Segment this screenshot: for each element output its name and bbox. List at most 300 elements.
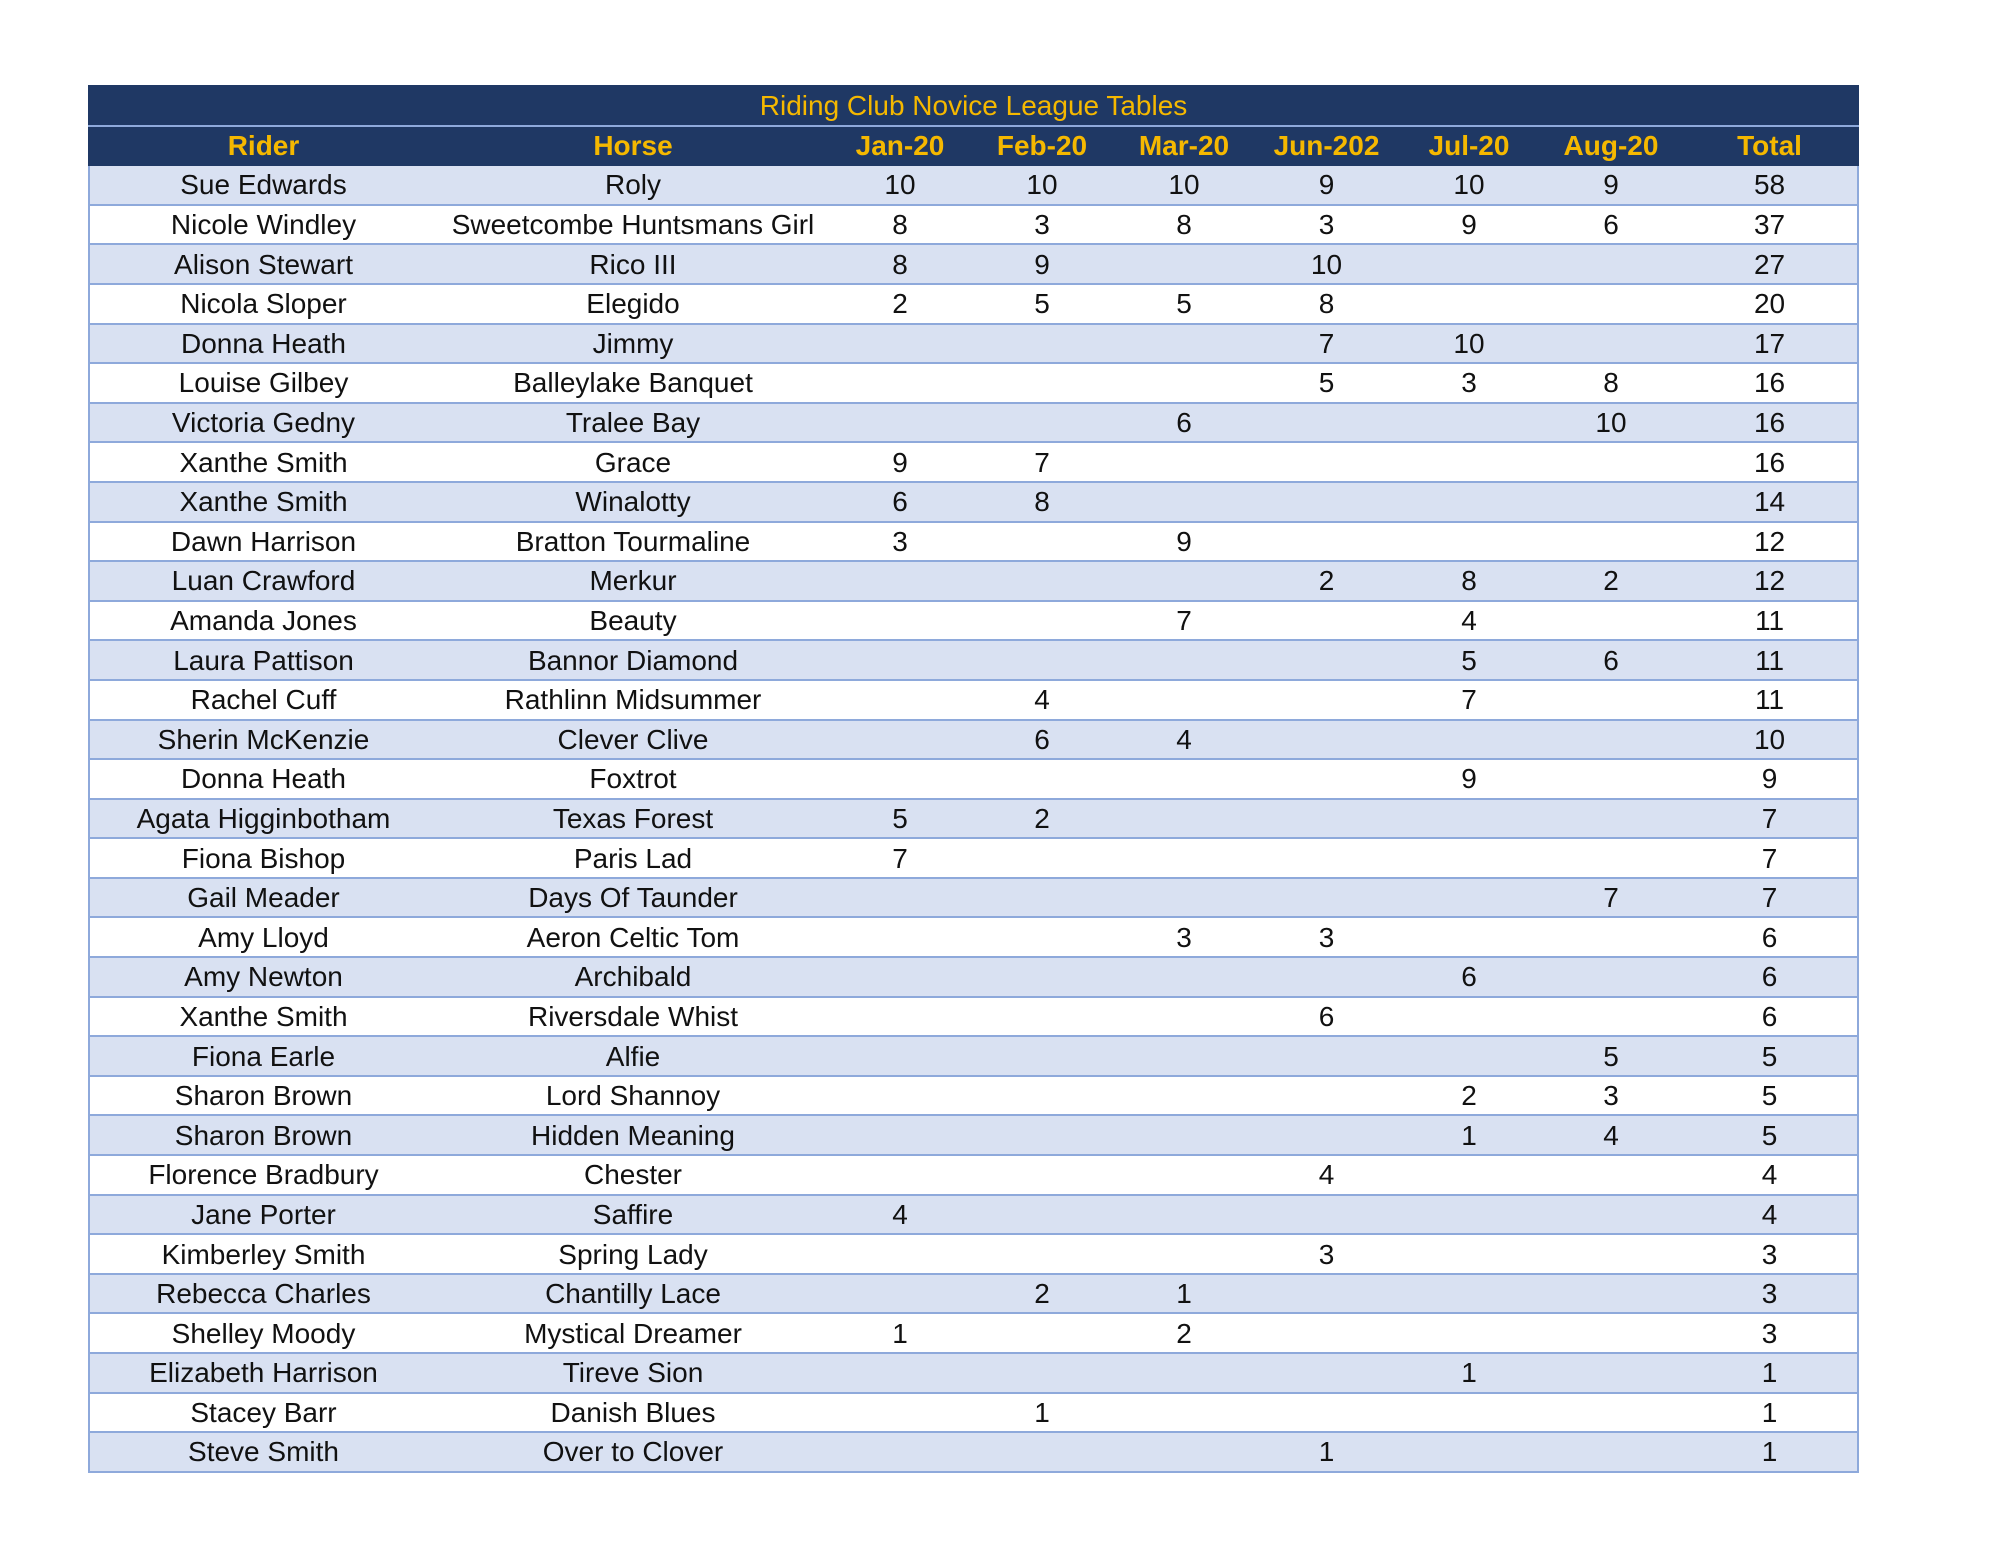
cell-mar-20: 8 bbox=[1113, 205, 1255, 245]
cell-rider: Donna Heath bbox=[89, 759, 437, 799]
cell-jul-20: 3 bbox=[1398, 363, 1540, 403]
cell-mar-20 bbox=[1113, 1234, 1255, 1274]
table-row bbox=[89, 1155, 1858, 1195]
table-row bbox=[89, 759, 1858, 799]
cell-feb-20 bbox=[971, 1353, 1113, 1393]
cell-jul-20: 4 bbox=[1398, 601, 1540, 641]
cell-rider: Rebecca Charles bbox=[89, 1274, 437, 1314]
cell-mar-20 bbox=[1113, 799, 1255, 839]
cell-horse: Mystical Dreamer bbox=[437, 1313, 829, 1353]
column-header-jun-202: Jun-202 bbox=[1255, 126, 1398, 166]
cell-total: 1 bbox=[1682, 1393, 1858, 1433]
cell-horse: Chester bbox=[437, 1155, 829, 1195]
cell-jun-202 bbox=[1255, 799, 1398, 839]
cell-jul-20 bbox=[1398, 1313, 1540, 1353]
table-row bbox=[89, 442, 1858, 482]
cell-aug-20 bbox=[1540, 482, 1682, 522]
cell-jun-202 bbox=[1255, 1393, 1398, 1433]
cell-rider: Amy Newton bbox=[89, 957, 437, 997]
cell-feb-20: 8 bbox=[971, 482, 1113, 522]
cell-total: 7 bbox=[1682, 838, 1858, 878]
cell-horse: Jimmy bbox=[437, 324, 829, 364]
table-row bbox=[89, 561, 1858, 601]
cell-total: 3 bbox=[1682, 1234, 1858, 1274]
cell-rider: Steve Smith bbox=[89, 1432, 437, 1472]
cell-mar-20 bbox=[1113, 1195, 1255, 1235]
cell-feb-20 bbox=[971, 838, 1113, 878]
cell-jun-202: 3 bbox=[1255, 205, 1398, 245]
cell-jun-202: 4 bbox=[1255, 1155, 1398, 1195]
cell-mar-20 bbox=[1113, 680, 1255, 720]
cell-mar-20 bbox=[1113, 363, 1255, 403]
cell-jan-20: 9 bbox=[829, 442, 971, 482]
cell-horse: Aeron Celtic Tom bbox=[437, 917, 829, 957]
table-row bbox=[89, 284, 1858, 324]
cell-jan-20 bbox=[829, 1393, 971, 1433]
cell-jan-20 bbox=[829, 1076, 971, 1116]
cell-feb-20 bbox=[971, 1036, 1113, 1076]
cell-jul-20 bbox=[1398, 799, 1540, 839]
cell-jul-20 bbox=[1398, 720, 1540, 760]
cell-jul-20: 2 bbox=[1398, 1076, 1540, 1116]
cell-rider: Elizabeth Harrison bbox=[89, 1353, 437, 1393]
cell-jun-202 bbox=[1255, 1274, 1398, 1314]
cell-jul-20: 9 bbox=[1398, 759, 1540, 799]
cell-rider: Xanthe Smith bbox=[89, 442, 437, 482]
table-row bbox=[89, 205, 1858, 245]
cell-jun-202 bbox=[1255, 601, 1398, 641]
cell-horse: Hidden Meaning bbox=[437, 1115, 829, 1155]
cell-aug-20 bbox=[1540, 917, 1682, 957]
cell-total: 17 bbox=[1682, 324, 1858, 364]
cell-aug-20 bbox=[1540, 759, 1682, 799]
cell-jan-20: 8 bbox=[829, 244, 971, 284]
cell-jul-20 bbox=[1398, 917, 1540, 957]
cell-aug-20: 10 bbox=[1540, 403, 1682, 443]
cell-jan-20: 5 bbox=[829, 799, 971, 839]
cell-jan-20 bbox=[829, 1353, 971, 1393]
cell-rider: Luan Crawford bbox=[89, 561, 437, 601]
cell-aug-20: 3 bbox=[1540, 1076, 1682, 1116]
cell-rider: Louise Gilbey bbox=[89, 363, 437, 403]
table-row bbox=[89, 878, 1858, 918]
table-row bbox=[89, 640, 1858, 680]
cell-rider: Nicole Windley bbox=[89, 205, 437, 245]
cell-feb-20 bbox=[971, 403, 1113, 443]
cell-aug-20: 9 bbox=[1540, 165, 1682, 205]
cell-mar-20 bbox=[1113, 957, 1255, 997]
cell-mar-20 bbox=[1113, 1076, 1255, 1116]
cell-horse: Archibald bbox=[437, 957, 829, 997]
cell-feb-20 bbox=[971, 324, 1113, 364]
cell-jan-20 bbox=[829, 1115, 971, 1155]
cell-rider: Gail Meader bbox=[89, 878, 437, 918]
cell-rider: Kimberley Smith bbox=[89, 1234, 437, 1274]
cell-rider: Sherin McKenzie bbox=[89, 720, 437, 760]
cell-jun-202 bbox=[1255, 680, 1398, 720]
cell-total: 1 bbox=[1682, 1432, 1858, 1472]
cell-aug-20 bbox=[1540, 1393, 1682, 1433]
cell-rider: Amy Lloyd bbox=[89, 917, 437, 957]
cell-feb-20 bbox=[971, 759, 1113, 799]
cell-feb-20 bbox=[971, 1076, 1113, 1116]
table-row bbox=[89, 324, 1858, 364]
table-row bbox=[89, 1234, 1858, 1274]
cell-rider: Alison Stewart bbox=[89, 244, 437, 284]
cell-aug-20 bbox=[1540, 1234, 1682, 1274]
cell-feb-20 bbox=[971, 363, 1113, 403]
cell-jul-20: 1 bbox=[1398, 1353, 1540, 1393]
cell-aug-20 bbox=[1540, 1313, 1682, 1353]
cell-total: 6 bbox=[1682, 957, 1858, 997]
cell-aug-20 bbox=[1540, 522, 1682, 562]
table-row bbox=[89, 720, 1858, 760]
cell-jun-202: 2 bbox=[1255, 561, 1398, 601]
cell-jun-202: 3 bbox=[1255, 917, 1398, 957]
cell-jun-202 bbox=[1255, 640, 1398, 680]
cell-aug-20 bbox=[1540, 324, 1682, 364]
cell-jan-20 bbox=[829, 1274, 971, 1314]
cell-rider: Laura Pattison bbox=[89, 640, 437, 680]
cell-horse: Balleylake Banquet bbox=[437, 363, 829, 403]
cell-mar-20 bbox=[1113, 1432, 1255, 1472]
cell-jul-20 bbox=[1398, 1274, 1540, 1314]
table-row bbox=[89, 601, 1858, 641]
cell-jan-20: 7 bbox=[829, 838, 971, 878]
cell-jun-202 bbox=[1255, 442, 1398, 482]
table-row bbox=[89, 1036, 1858, 1076]
cell-total: 4 bbox=[1682, 1155, 1858, 1195]
cell-aug-20 bbox=[1540, 720, 1682, 760]
cell-mar-20: 6 bbox=[1113, 403, 1255, 443]
cell-mar-20 bbox=[1113, 442, 1255, 482]
cell-feb-20 bbox=[971, 640, 1113, 680]
cell-aug-20 bbox=[1540, 601, 1682, 641]
cell-horse: Tralee Bay bbox=[437, 403, 829, 443]
table-row bbox=[89, 957, 1858, 997]
cell-feb-20 bbox=[971, 522, 1113, 562]
cell-mar-20: 7 bbox=[1113, 601, 1255, 641]
cell-rider: Agata Higginbotham bbox=[89, 799, 437, 839]
cell-jan-20: 3 bbox=[829, 522, 971, 562]
cell-jan-20 bbox=[829, 1234, 971, 1274]
cell-rider: Nicola Sloper bbox=[89, 284, 437, 324]
cell-mar-20 bbox=[1113, 1353, 1255, 1393]
cell-feb-20 bbox=[971, 1432, 1113, 1472]
cell-total: 16 bbox=[1682, 403, 1858, 443]
table-row bbox=[89, 1195, 1858, 1235]
cell-jul-20 bbox=[1398, 838, 1540, 878]
cell-jun-202 bbox=[1255, 522, 1398, 562]
cell-horse: Chantilly Lace bbox=[437, 1274, 829, 1314]
cell-feb-20 bbox=[971, 878, 1113, 918]
cell-rider: Donna Heath bbox=[89, 324, 437, 364]
cell-horse: Texas Forest bbox=[437, 799, 829, 839]
cell-jul-20 bbox=[1398, 997, 1540, 1037]
cell-rider: Sharon Brown bbox=[89, 1076, 437, 1116]
cell-jun-202: 7 bbox=[1255, 324, 1398, 364]
cell-mar-20 bbox=[1113, 324, 1255, 364]
cell-jan-20 bbox=[829, 640, 971, 680]
cell-aug-20 bbox=[1540, 1195, 1682, 1235]
cell-rider: Victoria Gedny bbox=[89, 403, 437, 443]
cell-jan-20 bbox=[829, 1036, 971, 1076]
cell-total: 12 bbox=[1682, 522, 1858, 562]
cell-total: 11 bbox=[1682, 601, 1858, 641]
cell-jan-20 bbox=[829, 601, 971, 641]
cell-feb-20 bbox=[971, 561, 1113, 601]
cell-jun-202 bbox=[1255, 482, 1398, 522]
cell-jul-20 bbox=[1398, 1432, 1540, 1472]
cell-rider: Sue Edwards bbox=[89, 165, 437, 205]
cell-total: 6 bbox=[1682, 917, 1858, 957]
cell-jan-20 bbox=[829, 759, 971, 799]
table-row bbox=[89, 917, 1858, 957]
cell-horse: Bratton Tourmaline bbox=[437, 522, 829, 562]
cell-rider: Shelley Moody bbox=[89, 1313, 437, 1353]
table-row bbox=[89, 244, 1858, 284]
table-row bbox=[89, 1076, 1858, 1116]
cell-jun-202: 5 bbox=[1255, 363, 1398, 403]
cell-feb-20: 10 bbox=[971, 165, 1113, 205]
cell-jun-202 bbox=[1255, 957, 1398, 997]
header-row bbox=[89, 126, 1858, 166]
cell-aug-20 bbox=[1540, 680, 1682, 720]
cell-jul-20 bbox=[1398, 1195, 1540, 1235]
cell-jul-20 bbox=[1398, 1234, 1540, 1274]
cell-total: 37 bbox=[1682, 205, 1858, 245]
cell-jan-20 bbox=[829, 403, 971, 443]
cell-aug-20: 5 bbox=[1540, 1036, 1682, 1076]
cell-rider: Fiona Earle bbox=[89, 1036, 437, 1076]
cell-mar-20 bbox=[1113, 244, 1255, 284]
cell-horse: Grace bbox=[437, 442, 829, 482]
cell-horse: Foxtrot bbox=[437, 759, 829, 799]
cell-mar-20: 2 bbox=[1113, 1313, 1255, 1353]
cell-jun-202: 9 bbox=[1255, 165, 1398, 205]
cell-mar-20 bbox=[1113, 838, 1255, 878]
cell-jan-20 bbox=[829, 1432, 971, 1472]
cell-jun-202: 10 bbox=[1255, 244, 1398, 284]
cell-mar-20 bbox=[1113, 561, 1255, 601]
cell-horse: Lord Shannoy bbox=[437, 1076, 829, 1116]
cell-feb-20: 2 bbox=[971, 1274, 1113, 1314]
cell-mar-20 bbox=[1113, 997, 1255, 1037]
cell-total: 6 bbox=[1682, 997, 1858, 1037]
cell-jan-20: 6 bbox=[829, 482, 971, 522]
cell-mar-20 bbox=[1113, 1393, 1255, 1433]
cell-total: 12 bbox=[1682, 561, 1858, 601]
cell-mar-20 bbox=[1113, 1036, 1255, 1076]
cell-jan-20 bbox=[829, 878, 971, 918]
cell-total: 27 bbox=[1682, 244, 1858, 284]
cell-feb-20: 9 bbox=[971, 244, 1113, 284]
cell-jul-20: 5 bbox=[1398, 640, 1540, 680]
cell-horse: Riversdale Whist bbox=[437, 997, 829, 1037]
table-body bbox=[89, 165, 1858, 1472]
table-title: Riding Club Novice League Tables bbox=[89, 86, 1858, 126]
cell-total: 5 bbox=[1682, 1076, 1858, 1116]
cell-total: 9 bbox=[1682, 759, 1858, 799]
cell-horse: Rathlinn Midsummer bbox=[437, 680, 829, 720]
cell-total: 16 bbox=[1682, 442, 1858, 482]
cell-jun-202 bbox=[1255, 1036, 1398, 1076]
cell-jul-20 bbox=[1398, 1393, 1540, 1433]
cell-aug-20: 7 bbox=[1540, 878, 1682, 918]
cell-aug-20 bbox=[1540, 799, 1682, 839]
cell-jul-20: 6 bbox=[1398, 957, 1540, 997]
column-header-horse: Horse bbox=[437, 126, 829, 166]
table-row bbox=[89, 363, 1858, 403]
table-row bbox=[89, 1432, 1858, 1472]
cell-aug-20: 8 bbox=[1540, 363, 1682, 403]
cell-jan-20 bbox=[829, 680, 971, 720]
cell-mar-20 bbox=[1113, 482, 1255, 522]
cell-jan-20 bbox=[829, 363, 971, 403]
cell-total: 16 bbox=[1682, 363, 1858, 403]
cell-horse: Beauty bbox=[437, 601, 829, 641]
cell-mar-20: 3 bbox=[1113, 917, 1255, 957]
cell-total: 14 bbox=[1682, 482, 1858, 522]
cell-jun-202 bbox=[1255, 1195, 1398, 1235]
cell-rider: Xanthe Smith bbox=[89, 482, 437, 522]
table-row bbox=[89, 838, 1858, 878]
cell-mar-20: 5 bbox=[1113, 284, 1255, 324]
cell-jan-20 bbox=[829, 720, 971, 760]
cell-mar-20 bbox=[1113, 759, 1255, 799]
cell-feb-20 bbox=[971, 1115, 1113, 1155]
cell-jul-20 bbox=[1398, 1155, 1540, 1195]
cell-jun-202 bbox=[1255, 403, 1398, 443]
cell-jul-20 bbox=[1398, 403, 1540, 443]
cell-rider: Florence Bradbury bbox=[89, 1155, 437, 1195]
cell-aug-20 bbox=[1540, 957, 1682, 997]
table-row bbox=[89, 482, 1858, 522]
cell-feb-20: 7 bbox=[971, 442, 1113, 482]
cell-rider: Xanthe Smith bbox=[89, 997, 437, 1037]
cell-jun-202 bbox=[1255, 720, 1398, 760]
cell-rider: Jane Porter bbox=[89, 1195, 437, 1235]
cell-total: 5 bbox=[1682, 1036, 1858, 1076]
cell-feb-20: 5 bbox=[971, 284, 1113, 324]
cell-aug-20: 2 bbox=[1540, 561, 1682, 601]
title-row bbox=[89, 86, 1858, 126]
table-row bbox=[89, 680, 1858, 720]
column-header-rider: Rider bbox=[89, 126, 437, 166]
cell-rider: Stacey Barr bbox=[89, 1393, 437, 1433]
cell-mar-20: 9 bbox=[1113, 522, 1255, 562]
cell-rider: Fiona Bishop bbox=[89, 838, 437, 878]
cell-feb-20: 3 bbox=[971, 205, 1113, 245]
cell-mar-20: 1 bbox=[1113, 1274, 1255, 1314]
cell-aug-20: 6 bbox=[1540, 640, 1682, 680]
cell-jun-202 bbox=[1255, 838, 1398, 878]
cell-aug-20 bbox=[1540, 284, 1682, 324]
cell-feb-20 bbox=[971, 1155, 1113, 1195]
cell-mar-20 bbox=[1113, 1115, 1255, 1155]
cell-jan-20 bbox=[829, 917, 971, 957]
cell-jan-20 bbox=[829, 957, 971, 997]
cell-horse: Merkur bbox=[437, 561, 829, 601]
cell-total: 11 bbox=[1682, 680, 1858, 720]
cell-total: 1 bbox=[1682, 1353, 1858, 1393]
cell-total: 11 bbox=[1682, 640, 1858, 680]
cell-jul-20: 7 bbox=[1398, 680, 1540, 720]
cell-feb-20 bbox=[971, 601, 1113, 641]
cell-total: 58 bbox=[1682, 165, 1858, 205]
table-row bbox=[89, 1353, 1858, 1393]
cell-feb-20 bbox=[971, 957, 1113, 997]
cell-horse: Alfie bbox=[437, 1036, 829, 1076]
cell-feb-20 bbox=[971, 1313, 1113, 1353]
column-header-mar-20: Mar-20 bbox=[1113, 126, 1255, 166]
table-row bbox=[89, 165, 1858, 205]
cell-feb-20 bbox=[971, 917, 1113, 957]
table-row bbox=[89, 1393, 1858, 1433]
cell-mar-20 bbox=[1113, 878, 1255, 918]
table-row bbox=[89, 1115, 1858, 1155]
cell-horse: Sweetcombe Huntsmans Girl bbox=[437, 205, 829, 245]
cell-jul-20 bbox=[1398, 244, 1540, 284]
column-header-aug-20: Aug-20 bbox=[1540, 126, 1682, 166]
cell-jan-20: 2 bbox=[829, 284, 971, 324]
cell-horse: Over to Clover bbox=[437, 1432, 829, 1472]
cell-jul-20 bbox=[1398, 1036, 1540, 1076]
cell-jun-202 bbox=[1255, 759, 1398, 799]
cell-mar-20 bbox=[1113, 1155, 1255, 1195]
cell-horse: Roly bbox=[437, 165, 829, 205]
cell-total: 3 bbox=[1682, 1274, 1858, 1314]
column-header-jan-20: Jan-20 bbox=[829, 126, 971, 166]
cell-jul-20: 1 bbox=[1398, 1115, 1540, 1155]
cell-aug-20 bbox=[1540, 244, 1682, 284]
cell-jan-20: 8 bbox=[829, 205, 971, 245]
cell-jan-20: 10 bbox=[829, 165, 971, 205]
cell-total: 7 bbox=[1682, 799, 1858, 839]
cell-jul-20: 10 bbox=[1398, 165, 1540, 205]
cell-horse: Rico III bbox=[437, 244, 829, 284]
cell-aug-20: 6 bbox=[1540, 205, 1682, 245]
cell-aug-20 bbox=[1540, 997, 1682, 1037]
cell-jul-20 bbox=[1398, 284, 1540, 324]
cell-feb-20: 2 bbox=[971, 799, 1113, 839]
cell-aug-20 bbox=[1540, 1432, 1682, 1472]
cell-horse: Paris Lad bbox=[437, 838, 829, 878]
column-header-total: Total bbox=[1682, 126, 1858, 166]
cell-jan-20 bbox=[829, 1155, 971, 1195]
cell-jun-202: 6 bbox=[1255, 997, 1398, 1037]
cell-feb-20: 6 bbox=[971, 720, 1113, 760]
cell-jan-20: 1 bbox=[829, 1313, 971, 1353]
cell-jun-202: 1 bbox=[1255, 1432, 1398, 1472]
cell-horse: Danish Blues bbox=[437, 1393, 829, 1433]
cell-total: 5 bbox=[1682, 1115, 1858, 1155]
cell-jun-202 bbox=[1255, 1115, 1398, 1155]
column-header-jul-20: Jul-20 bbox=[1398, 126, 1540, 166]
cell-rider: Sharon Brown bbox=[89, 1115, 437, 1155]
table-row bbox=[89, 522, 1858, 562]
cell-aug-20: 4 bbox=[1540, 1115, 1682, 1155]
cell-jun-202 bbox=[1255, 1076, 1398, 1116]
table-row bbox=[89, 1313, 1858, 1353]
cell-jun-202 bbox=[1255, 878, 1398, 918]
cell-total: 7 bbox=[1682, 878, 1858, 918]
column-header-feb-20: Feb-20 bbox=[971, 126, 1113, 166]
cell-jan-20 bbox=[829, 997, 971, 1037]
cell-horse: Bannor Diamond bbox=[437, 640, 829, 680]
table-row bbox=[89, 799, 1858, 839]
cell-mar-20: 10 bbox=[1113, 165, 1255, 205]
